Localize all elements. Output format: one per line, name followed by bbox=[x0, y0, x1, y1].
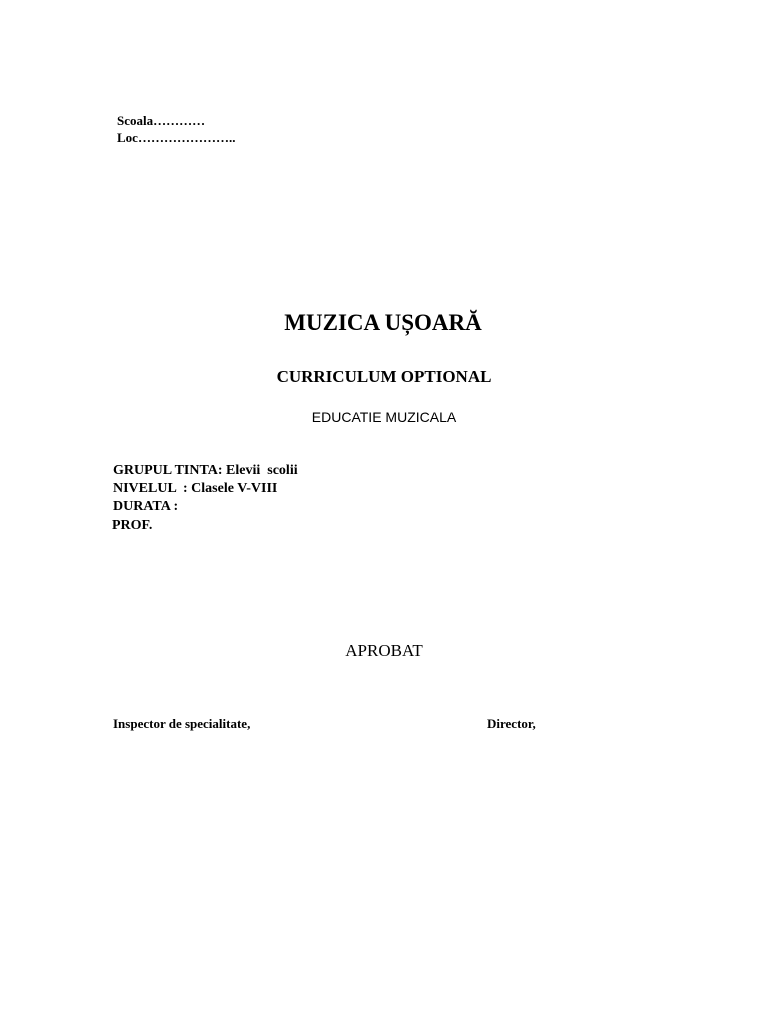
main-title: MUZICA UȘOARĂ bbox=[284, 310, 482, 335]
teacher-line: PROF. bbox=[112, 518, 153, 533]
director-signature-label: Director, bbox=[487, 716, 536, 731]
subtitle: CURRICULUM OPTIONAL bbox=[276, 367, 492, 386]
duration-line: DURATA : bbox=[113, 499, 179, 514]
approved-heading: APROBAT bbox=[345, 641, 423, 660]
inspector-signature-label: Inspector de specialitate, bbox=[113, 716, 251, 731]
location-field: Loc………………….. bbox=[117, 130, 236, 145]
discipline-label: EDUCATIE MUZICALA bbox=[311, 409, 457, 425]
school-field: Scoala………… bbox=[117, 113, 206, 128]
level-line: NIVELUL : Clasele V-VIII bbox=[113, 481, 278, 496]
target-group-line: GRUPUL TINTA: Elevii scolii bbox=[113, 463, 298, 478]
